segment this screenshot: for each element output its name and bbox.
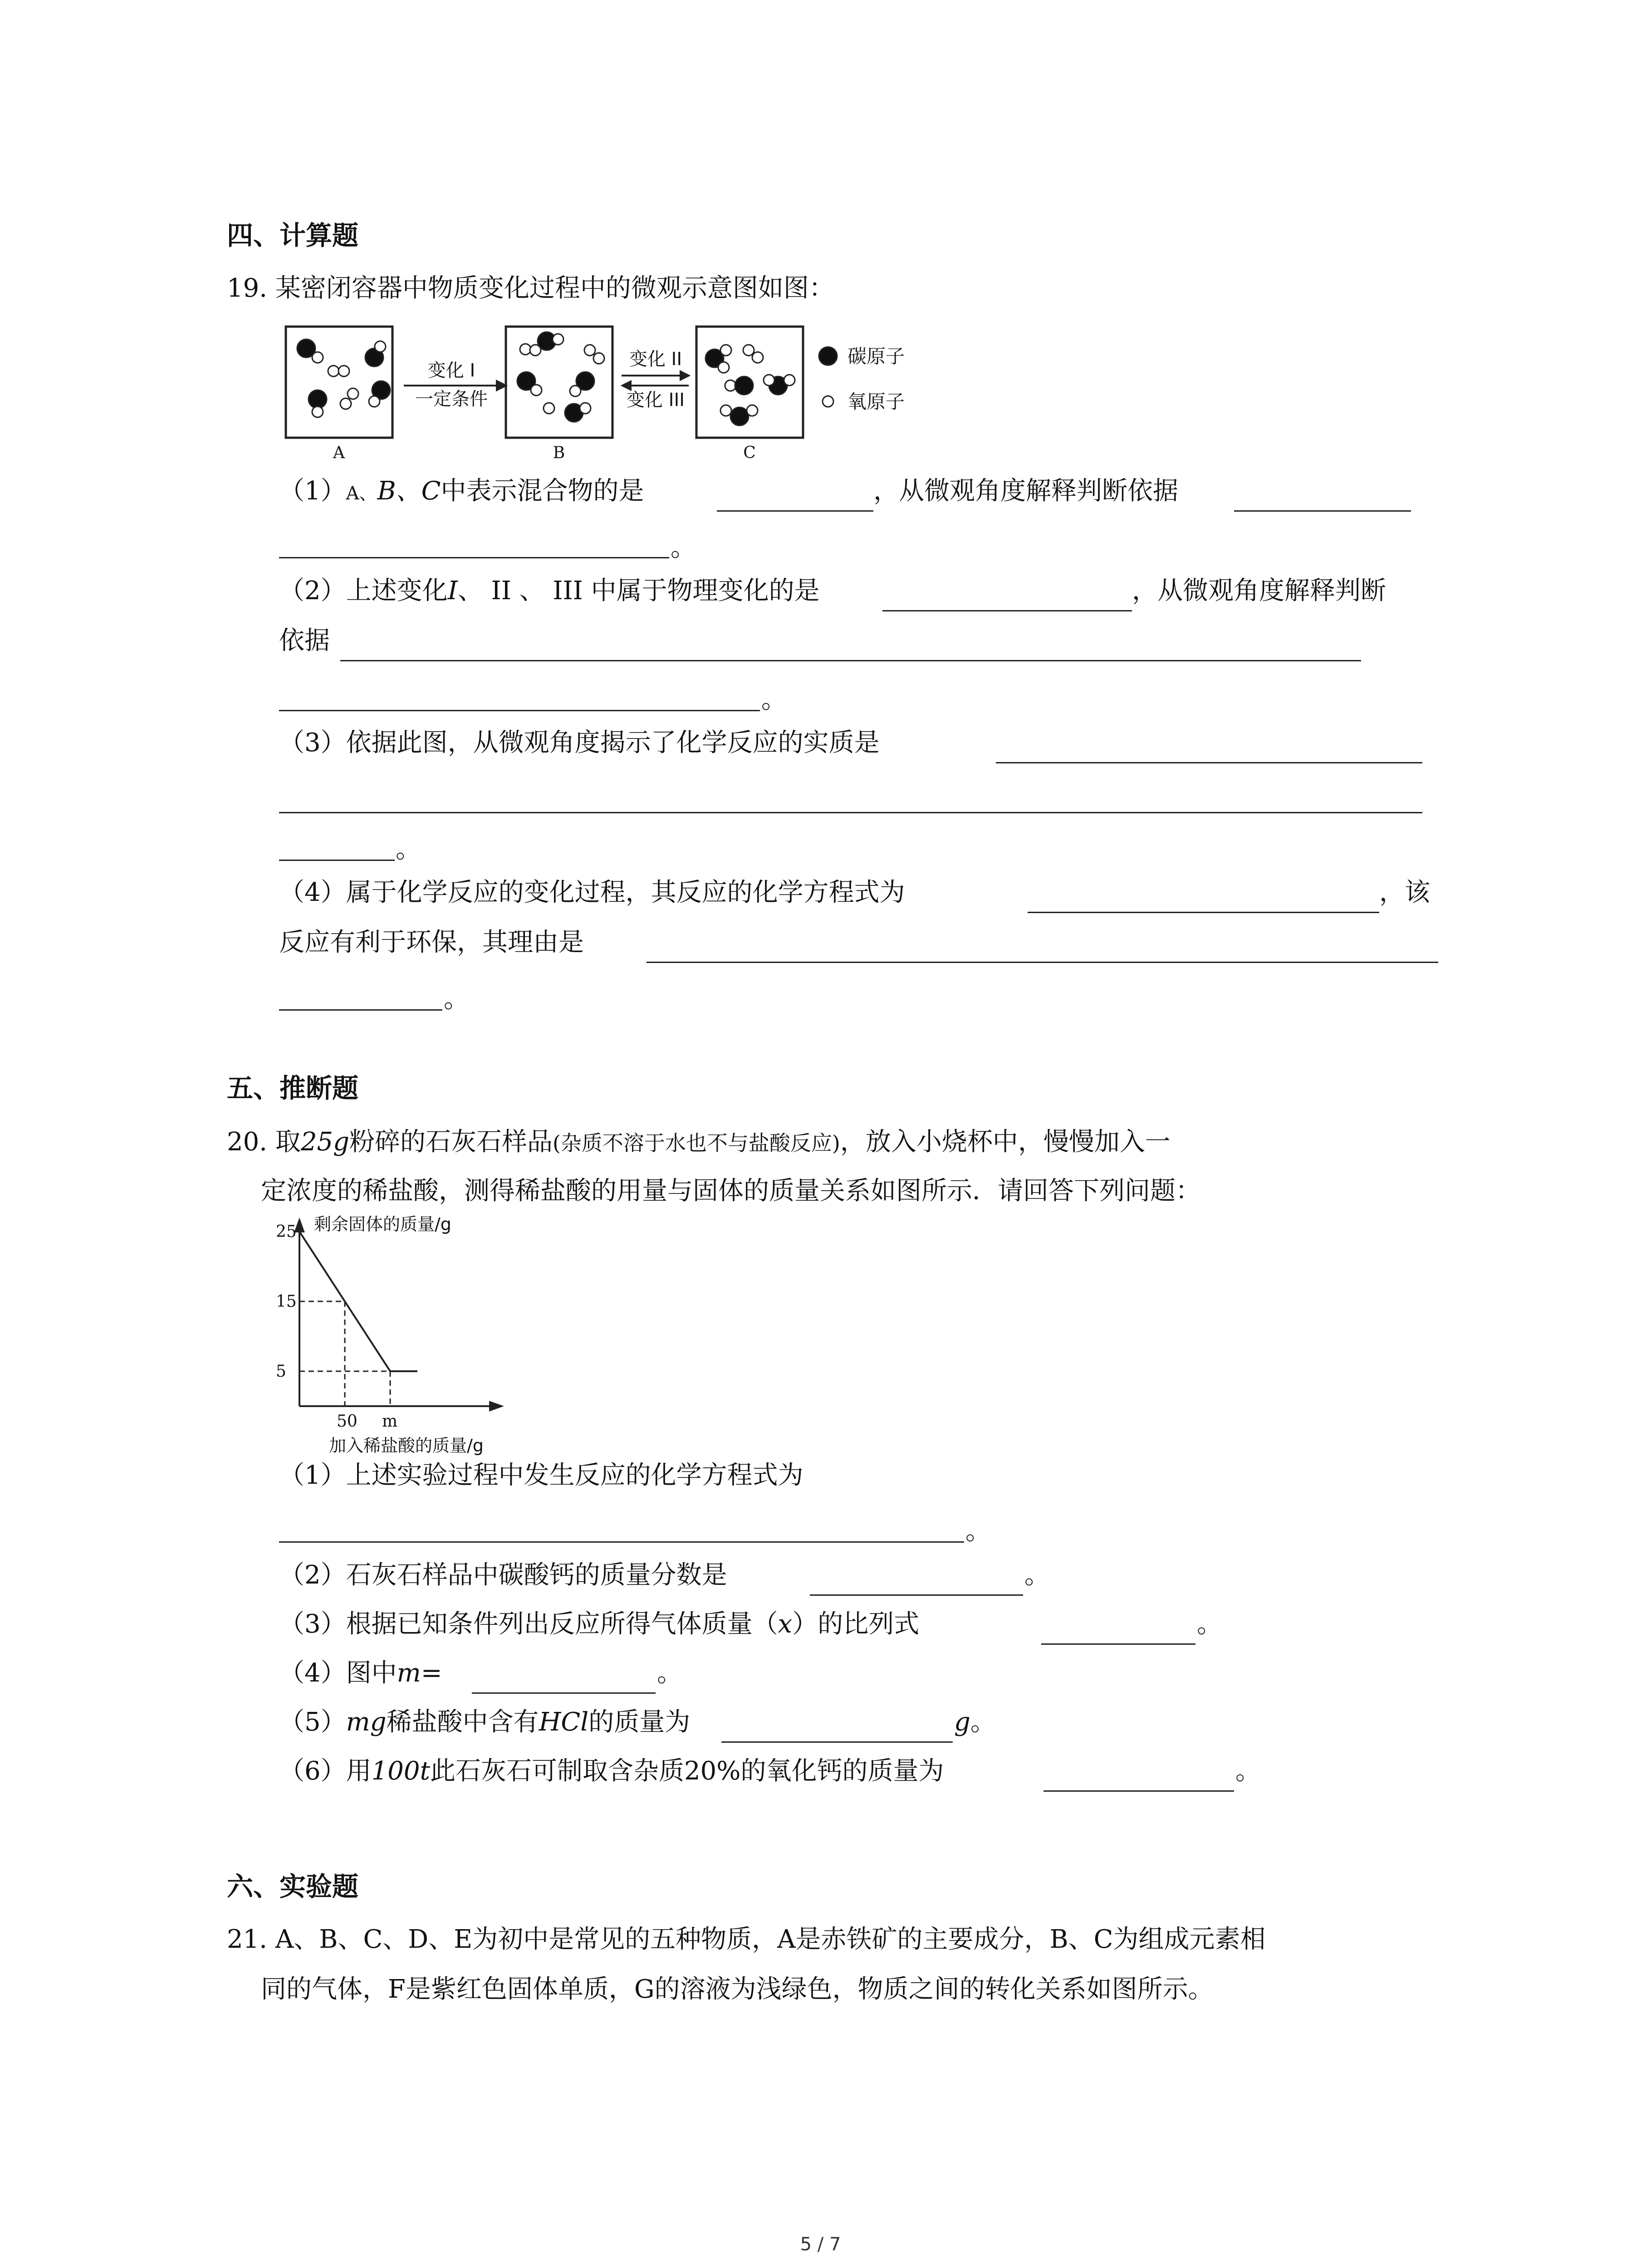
x-axis-arrow [490,1402,501,1410]
q19-p3-blank-b[interactable] [279,812,1422,813]
chart-xtick-50: 50 [337,1412,358,1431]
q20-chart [272,1216,526,1474]
q19-p3-blank-c[interactable] [279,860,395,861]
chart-xlabel: 加入稀盐酸的质量/g [329,1436,484,1456]
q20-p1-end: 。 [965,1516,991,1546]
q20-p4-end: 。 [657,1658,682,1688]
q20-p6-end: 。 [1235,1756,1261,1786]
q19-p4-blank-1[interactable] [1028,912,1379,913]
q19-p1-blank-2a[interactable] [1234,510,1411,512]
chart-ytick-15: 15 [276,1292,297,1311]
q19-p4-tail: ，该 [1379,878,1430,907]
chart-ylabel: 剩余固体的质量/g [314,1214,451,1234]
section-5-title: 五、推断题 [227,1073,359,1104]
label-condition: 一定条件 [415,389,488,410]
q20-p5-end: g。 [954,1707,996,1737]
chart-guide-1 [299,1301,345,1406]
q19-p4-blank-2b[interactable] [279,1009,442,1011]
q19-p1-blank-1[interactable] [717,510,873,512]
page-number: 5 / 7 [800,2234,841,2255]
label-box-b: B [553,444,565,462]
section-6-title: 六、实验题 [227,1871,359,1902]
q20-p1: （1）上述实验过程中发生反应的化学方程式为 [279,1461,803,1490]
q20-p3-end: 。 [1197,1609,1222,1639]
q20-p3: （3）根据已知条件列出反应所得气体质量（x）的比列式 [279,1609,920,1639]
q20-p2-end: 。 [1024,1560,1050,1590]
q19-p1: （1）A、B、C中表示混合物的是 [279,476,644,506]
q19-p4: （4）属于化学反应的变化过程，其反应的化学方程式为 [279,878,905,907]
q19-p4-blank-2a[interactable] [647,962,1438,963]
q19-stem: 19. 某密闭容器中物质变化过程中的微观示意图如图： [227,274,834,303]
chart-ytick-5: 5 [276,1362,286,1381]
q19-diagram [272,318,998,472]
chart-xtick-m: m [382,1412,398,1431]
q21-line-2: 同的气体，F是紫红色固体单质，G的溶液为浅绿色，物质之间的转化关系如图所示。 [261,1975,1214,2004]
q19-p3-end: 。 [396,835,421,864]
q19-p4-reason: 反应有利于环保，其理由是 [279,928,584,957]
q19-p1-end: 。 [671,533,696,562]
label-box-c: C [743,444,756,462]
legend-carbon: 碳原子 [847,345,905,367]
q20-p3-blank[interactable] [1041,1643,1195,1645]
q19-p2-basis: 依据 [279,626,330,655]
q20-stem-1: 20. 取25g粉碎的石灰石样品(杂质不溶于水也不与盐酸反应)，放入小烧杯中，慢慢加入一 [227,1127,1171,1157]
q20-p2-blank[interactable] [810,1594,1023,1596]
q20-p4: （4）图中m= [279,1658,442,1688]
q19-p3: （3）依据此图，从微观角度揭示了化学反应的实质是 [279,728,880,758]
q19-p2: （2）上述变化I、 II 、 III 中属于物理变化的是 [279,576,820,606]
q20-p2: （2）石灰石样品中碳酸钙的质量分数是 [279,1560,727,1590]
q20-p6: （6）用100t此石灰石可制取含杂质20%的氧化钙的质量为 [279,1756,944,1786]
q20-p5: （5）mg稀盐酸中含有HCl的质量为 [279,1707,691,1737]
q20-p4-blank[interactable] [472,1692,656,1694]
chart-series-line [299,1232,417,1371]
q20-stem-2: 定浓度的稀盐酸，测得稀盐酸的用量与固体的质量关系如图所示．请回答下列问题： [261,1176,1201,1206]
q19-p1-tail: ，从微观角度解释判断依据 [873,476,1178,506]
label-change-2: 变化 II [629,349,682,370]
q19-p2-blank-2b[interactable] [279,710,760,711]
q19-p2-tail: ，从微观角度解释判断 [1132,576,1386,606]
q21-line-1: 21. A、B、C、D、E为初中是常见的五种物质，A是赤铁矿的主要成分，B、C为组成元素相 [227,1925,1266,1954]
q19-p2-blank-1[interactable] [882,610,1132,611]
q19-p1-blank-2b[interactable] [279,557,669,558]
q19-p2-blank-2a[interactable] [340,660,1361,661]
q19-p3-blank-a[interactable] [996,762,1422,763]
label-change-1: 变化 I [427,360,475,381]
q20-p1-blank[interactable] [279,1541,964,1543]
label-change-3: 变化 III [626,390,685,411]
chart-ytick-25: 25 [276,1222,297,1241]
section-4-title: 四、计算题 [227,220,359,251]
legend-oxygen-icon [823,396,833,407]
label-box-a: A [333,444,345,462]
legend-oxygen: 氧原子 [847,391,905,413]
q19-p2-end: 。 [761,685,787,714]
legend-carbon-icon [819,347,837,365]
q20-p6-blank[interactable] [1043,1790,1234,1792]
q20-p5-blank[interactable] [721,1741,953,1743]
q19-p4-end: 。 [444,984,469,1014]
